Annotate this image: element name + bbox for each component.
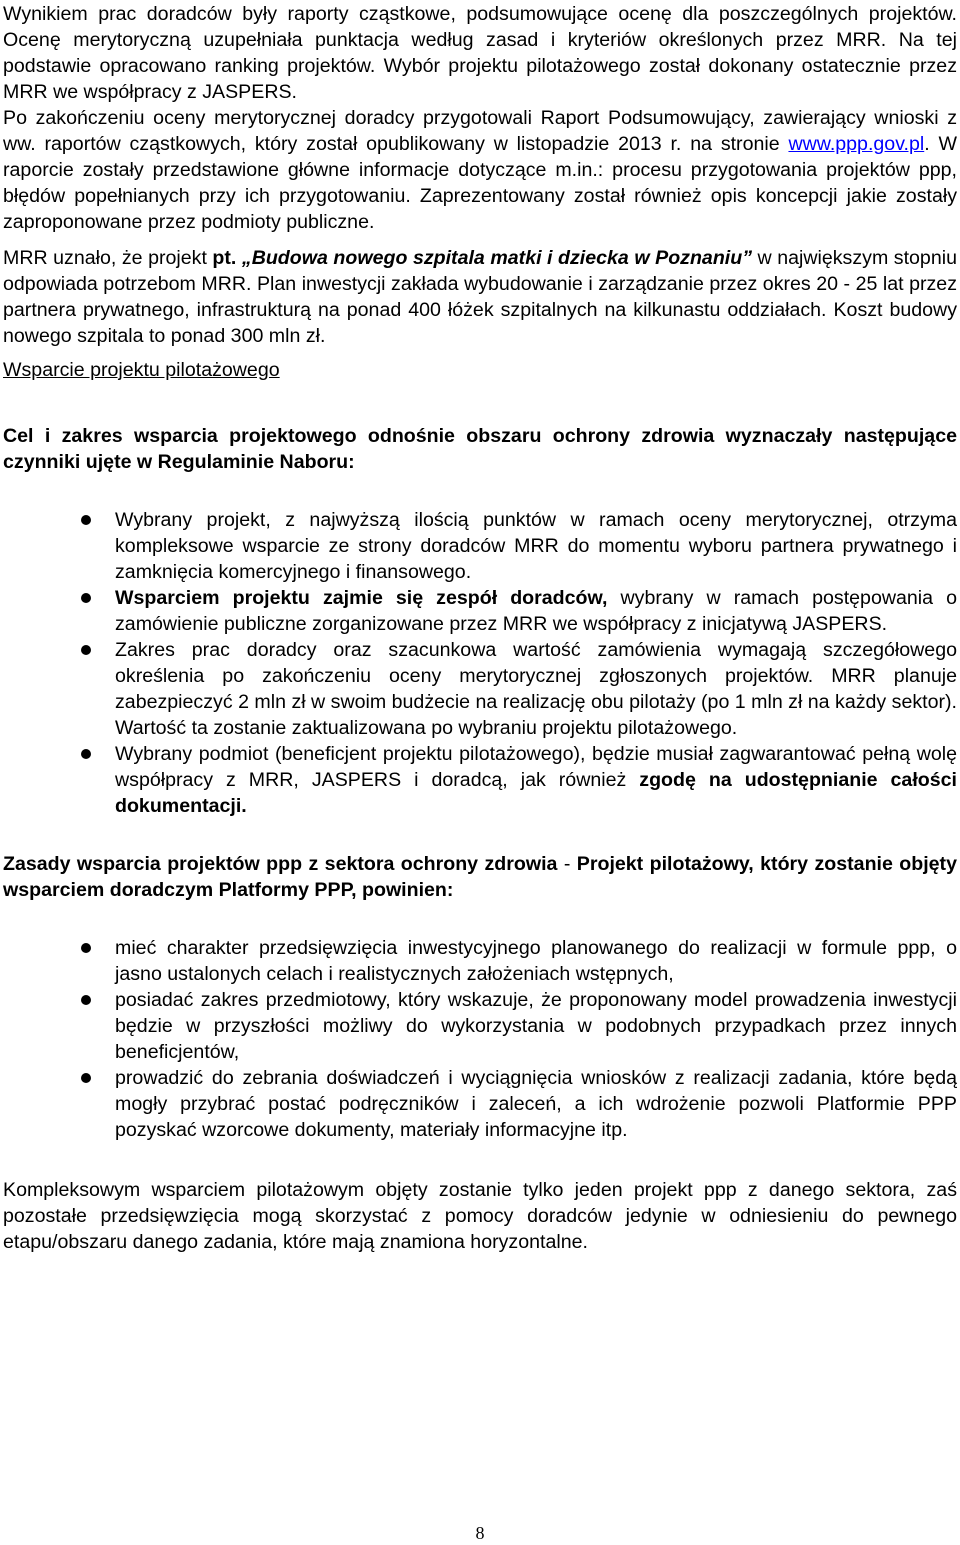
support-factors-list: [3, 507, 957, 819]
pilot-criteria-list: [3, 935, 957, 1143]
paragraph-report-text-a: Po zakończeniu oceny merytorycznej doradcy przygotowali Raport Podsumowujący, zawierający wnioski z ww. raportów cząstkowych, który został opublikowany w listopadzie 2013 r. na stronie: [3, 107, 957, 155]
list-item: [3, 585, 957, 637]
selected-project-title: „Budowa nowego szpitala matki i dziecka w Poznaniu”: [241, 247, 752, 269]
paragraph-report: [3, 105, 957, 235]
paragraph-report-text-b: . W raporcie zostały przedstawione główne informacje dotyczące m.in.: procesu przygotowania projektów ppp, błędów popełnianych przy ich przygotowaniu. Zaprezentowany został również opis koncepcji jakie zostały zaproponowane przez podmioty publiczne.: [3, 133, 957, 233]
list-item-bold: zgodę na udostępnianie całości dokumentacji.: [115, 769, 957, 817]
paragraph-selected-project: [3, 245, 957, 349]
list-item: Wybrany projekt, z najwyższą ilością punktów w ramach oceny merytorycznej, otrzyma kompleksowe wsparcie ze strony doradców MRR do momentu wyboru partnera prywatnego i zamknięcia komercyjnego i finansowego.: [3, 507, 957, 585]
ppp-website-link[interactable]: www.ppp.gov.pl: [788, 133, 925, 155]
selected-project-pt: pt.: [212, 247, 242, 269]
list-item: Zakres prac doradcy oraz szacunkowa wartość zamówienia wymagają szczegółowego określenia po zakończeniu oceny merytorycznej zgłoszonych projektów. MRR planuje zabezpieczyć 2 mln zł w swoim budżecie na realizację obu pilotaży (po 1 mln zł na każdy sektor). Wartość ta zostanie zaktualizowana po wybraniu projektu pilotażowego.: [3, 637, 957, 741]
rules-heading-separator: -: [557, 853, 577, 875]
list-item-text: wybrany w ramach postępowania o zamówienie publiczne zorganizowane przez MRR we współpracy z inicjatywą JASPERS.: [115, 587, 957, 635]
list-item: prowadzić do zebrania doświadczeń i wyciągnięcia wniosków z realizacji zadania, które będą mogły przybrać postać podręczników i zaleceń, a ich wdrożenie pozwoli Platformie PPP pozyskać wzorcowe dokumenty, materiały informacyjne itp.: [3, 1065, 957, 1143]
section-heading-rules: [3, 851, 957, 903]
selected-project-text-a: MRR uznało, że projekt: [3, 247, 213, 269]
list-item-bold: Wsparciem projektu zajmie się zespół doradców,: [115, 587, 608, 609]
list-item-text: Wybrany podmiot (beneficjent projektu pilotażowego), będzie musiał zagwarantować pełną wolę współpracy z MRR, JASPERS i doradcą, jak również: [115, 743, 957, 791]
list-item: posiadać zakres przedmiotowy, który wskazuje, że proponowany model prowadzenia inwestycji będzie w przyszłości możliwy do wykorzystania w podobnych przypadkach przez innych beneficjentów,: [3, 987, 957, 1065]
selected-project-text-d: w największym stopniu odpowiada potrzebom MRR. Plan inwestycji zakłada wybudowanie i zarządzanie przez okres 20 - 25 lat przez partnera prywatnego, infrastrukturą na ponad 400 łóżek szpitalnych na kilkunastu oddziałach. Koszt budowy nowego szpitala to ponad 300 mln zł.: [3, 247, 957, 347]
paragraph-closing: Kompleksowym wsparciem pilotażowym objęty zostanie tylko jeden projekt ppp z danego sektora, zaś pozostałe przedsięwzięcia mogą skorzystać z pomocy doradców jedynie w odniesieniu do pewnego etapu/obszaru danego zadania, które mają znamiona horyzontalne.: [3, 1179, 957, 1253]
rules-heading-b: Projekt pilotażowy, który zostanie objęty wsparciem doradczym Platformy PPP, powinien:: [3, 853, 957, 901]
list-item: mieć charakter przedsięwzięcia inwestycyjnego planowanego do realizacji w formule ppp, o jasno ustalonych celach i realistycznych założeniach wstępnych,: [3, 935, 957, 987]
rules-heading-a: Zasady wsparcia projektów ppp z sektora ochrony zdrowia: [3, 853, 558, 875]
section-heading-goal: Cel i zakres wsparcia projektowego odnośnie obszaru ochrony zdrowia wyznaczały następujące czynniki ujęte w Regulaminie Naboru:: [3, 425, 957, 473]
list-item: [3, 741, 957, 819]
section-heading-support: Wsparcie projektu pilotażowego: [3, 359, 280, 381]
page-number: 8: [475, 1523, 485, 1543]
paragraph-intro: Wynikiem prac doradców były raporty cząstkowe, podsumowujące ocenę dla poszczególnych projektów. Ocenę merytoryczną uzupełniała punktacja według zasad i kryteriów określonych przez MRR. Na tej podstawie opracowano ranking projektów. Wybór projektu pilotażowego został dokonany ostatecznie przez MRR we współpracy z JASPERS.: [3, 3, 957, 103]
